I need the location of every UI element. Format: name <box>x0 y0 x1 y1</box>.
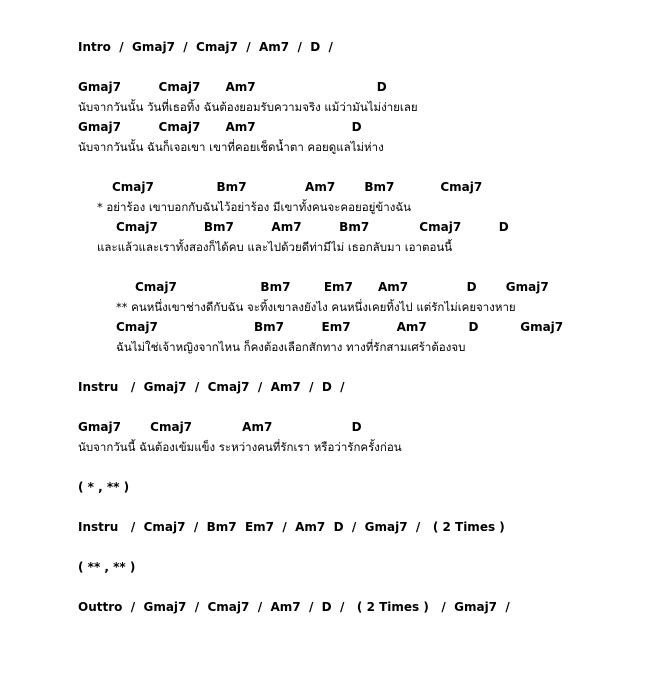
chord-line-3: Cmaj7 Bm7 Am7 Bm7 Cmaj7 <box>112 180 483 194</box>
lyric-line-4: และแล้วและเราทั้งสองก็ได้คบ และไปด้วยดีท่ามีไม่ เธอกลับมา เอาตอนนี้ <box>97 240 453 254</box>
lyric-line-1: นับจากวันนั้น วันที่เธอทิ้ง ฉันต้องยอมรับความจริง แม้ว่ามันไม่ง่ายเลย <box>78 100 418 114</box>
lyric-line-7: นับจากวันนี้ ฉันต้องเข้มแข็ง ระหว่างคนที่รักเรา หรือว่ารักครั้งก่อน <box>78 440 402 454</box>
lyric-line-2: นับจากวันนั้น ฉันก็เจอเขา เขาที่คอยเช็ดน้ำตา คอยดูแลไม่ห่าง <box>78 140 384 154</box>
instru-line-1: Instru / Gmaj7 / Cmaj7 / Am7 / D / <box>78 380 345 394</box>
chord-line-6: Cmaj7 Bm7 Em7 Am7 D Gmaj7 <box>116 320 564 334</box>
lyric-line-6: ฉันไม่ใช่เจ้าหญิงจากไหน ก็คงต้องเลือกสักทาง ทางที่รักสามเศร้าต้องจบ <box>116 340 466 354</box>
intro-line: Intro / Gmaj7 / Cmaj7 / Am7 / D / <box>78 40 333 54</box>
chord-line-7: Gmaj7 Cmaj7 Am7 D <box>78 420 362 434</box>
repeat-marker-1: ( * , ** ) <box>78 480 130 494</box>
lyric-line-5: ** คนหนึ่งเขาช่างดีกับฉัน จะทิ้งเขาลงยังไง คนหนึ่งเคยทิ้งไป แต่รักไม่เคยจางหาย <box>116 300 516 314</box>
chord-line-5: Cmaj7 Bm7 Em7 Am7 D Gmaj7 <box>135 280 549 294</box>
chord-line-1: Gmaj7 Cmaj7 Am7 D <box>78 80 387 94</box>
chord-line-4: Cmaj7 Bm7 Am7 Bm7 Cmaj7 D <box>116 220 509 234</box>
lyric-line-3: * อย่าร้อง เขาบอกกับฉันไว้อย่าร้อง มีเขาทั้งคนจะคอยอยู่ข้างฉัน <box>97 200 412 214</box>
outtro-line: Outtro / Gmaj7 / Cmaj7 / Am7 / D / ( 2 Times ) / Gmaj7 / <box>78 600 510 614</box>
instru-line-2: Instru / Cmaj7 / Bm7 Em7 / Am7 D / Gmaj7 / ( 2 Times ) <box>78 520 505 534</box>
chord-line-2: Gmaj7 Cmaj7 Am7 D <box>78 120 362 134</box>
repeat-marker-2: ( ** , ** ) <box>78 560 136 574</box>
